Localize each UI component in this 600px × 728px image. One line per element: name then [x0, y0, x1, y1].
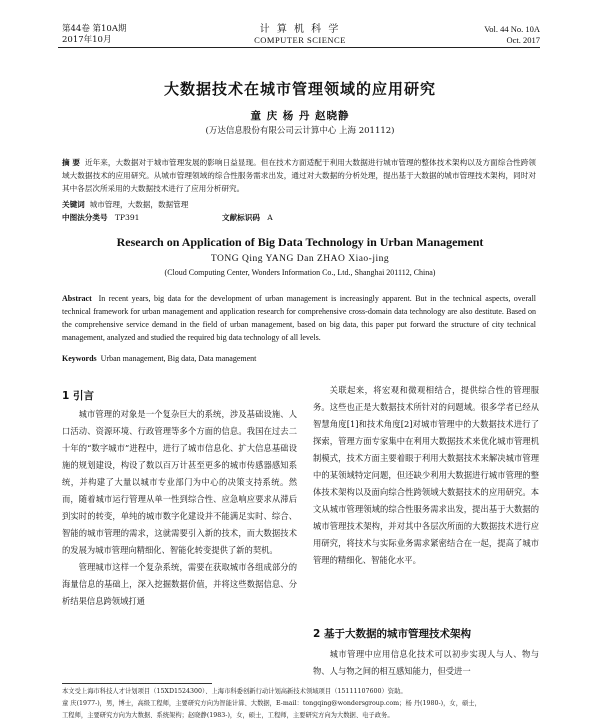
footnotes [62, 686, 542, 722]
abstract-en-text: In recent years, big data for the development of urban management is increasingly apparent. But in the technical aspects, overall technical framework for urban management and application research for comprehensive cross-domain data technology are also destitute. Based on the comprehensive service demand in the field of urban management, based on big data, this paper put forward the structure of city technical management, analyzed and studied the required big data technology of all levels. [62, 294, 537, 342]
footnote-author-bio-1: 童 庆(1977-)，男，博士，高级工程师，主要研究方向为智能计算、大数据，E-mail：tongqing@wondersgroup.com；杨 丹(1980-)，女，硕士， [62, 700, 481, 707]
footnote-author-bio-2: 工程师，主要研究方向为大数据、系统架构；赵晓静(1983-)，女，硕士，工程师，主要研究方向为大数据、电子政务。 [62, 712, 394, 719]
paper-title-cn: 大数据技术在城市管理领域的应用研究 [163, 80, 436, 98]
abstract-cn-label: 摘 要 [62, 158, 80, 167]
section-1-paragraph-2: 管理城市这样一个复杂系统，需要在获取城市各组成部分的海量信息的基础上，深入挖掘数据价值，并将这些数据信息、分析结果信息跨领域打通 [62, 562, 297, 606]
volume-issue-cn: 第44卷 第10A期 [62, 24, 127, 34]
date-en: Oct. 2017 [506, 35, 540, 45]
journal-name-en: COMPUTER SCIENCE [254, 35, 346, 45]
doc-code-label: 文献标识码 [222, 213, 260, 222]
clc-label: 中图法分类号 [62, 213, 108, 222]
affiliation-en: (Cloud Computing Center, Wonders Information Co., Ltd., Shanghai 201112, China) [164, 268, 436, 277]
abstract-cn-text: 近年来，大数据对于城市管理发展的影响日益显现。但在技术方面适配于利用大数据进行城市管理的整体技术架构以及方面综合性跨领域大数据技术的应用研究。从城市管理领域的综合性服务需求出发，通过对大数据的分析处理，提出基于大数据的城市管理技术架构，同时对其中各层次所采用的大数据技术进行了应用分析研究。 [62, 158, 536, 193]
section-2-heading: 2 基于大数据的城市管理技术架构 [313, 628, 471, 640]
right-column-bottom [313, 646, 539, 680]
section-1-paragraph-1: 城市管理的对象是一个复杂巨大的系统，涉及基础设施、人口活动、资源环境、行政管理等多个方面的信息。我国在过去二十年的“数字城市”进程中，进行了城市信息化、扩大信息基础设施的规划建设，构设了数以百万计甚至更多的城市传感器感知系统，并构建了大量以城市专业部门为中心的决策支持系统。然而，随着城市运行管理从单一性到综合性、应急响应要求从滞后到实时的转变，单纯的城市数字化建设并不能满足实时、综合、智能的城市管理的需求，这就需要引入新的技术，而大数据技术的发展为城市管理向精细化、智能化转变提供了新的契机。 [62, 409, 297, 555]
keywords-cn [62, 199, 188, 210]
volume-issue-en: Vol. 44 No. 10A [484, 24, 540, 34]
footnote-funding: 本文受上海市科技人才计划项目（15XD1524300）、上海市科委创新行动计划高新技术领域项目（15111107600）资助。 [62, 688, 407, 695]
keywords-en [62, 354, 256, 363]
keywords-cn-text: 城市管理，大数据，数据管理 [89, 200, 189, 209]
abstract-cn [62, 156, 536, 195]
right-column-paragraph-2: 城市管理中应用信息化技术可以初步实现人与人、物与物、人与物之间的相互感知能力，但受进一 [313, 649, 539, 676]
affiliation-cn: (万达信息股份有限公司云计算中心 上海 201112) [205, 126, 395, 136]
clc-value: TP391 [114, 213, 140, 222]
doc-code-value: A [267, 213, 273, 222]
keywords-cn-label: 关键词 [62, 200, 85, 209]
abstract-en-label: Abstract [62, 294, 92, 303]
abstract-en [62, 292, 536, 344]
keywords-en-text: Urban management, Big data, Data management [100, 354, 257, 363]
section-1-heading: 1 引言 [62, 390, 94, 402]
classification-number [62, 212, 139, 223]
date-cn: 2017年10月 [62, 35, 112, 45]
header-rule [58, 47, 540, 48]
authors-cn: 童 庆 杨 丹 赵晓静 [250, 110, 350, 122]
left-column [62, 406, 297, 610]
footnote-rule [62, 683, 212, 684]
right-column-paragraph-1: 关联起来，将宏观和微观相结合，提供综合性的管理服务。这些也正是大数据技术所针对的问题域。很多学者已经从智慧角度[1]和技术角度[2]对城市管理中的大数据技术进行了探索，管理方面专家集中在利用大数据技术来优化城市管理机制模式，技术方面主要着眼于利用大数据技术来解决城市管理中的某领域特定问题，但还缺少利用大数据进行城市管理的整体技术架构以及面向综合性跨领域大数据技术的应用研究。本文从城市管理领域的综合性服务需求出发，提出基于大数据的城市管理技术架构，并对其中各层次所面的大数据技术进行应用研究，将技术与实际业务需求紧密结合在一起，提高了城市管理的精细化、智能化水平。 [313, 385, 539, 565]
authors-en: TONG Qing YANG Dan ZHAO Xiao-jing [210, 254, 390, 264]
journal-name-cn: 计 算 机 科 学 [259, 24, 341, 35]
document-code [222, 212, 273, 223]
paper-title-en: Research on Application of Big Data Technology in Urban Management [116, 235, 484, 249]
right-column-top [313, 382, 539, 569]
keywords-en-label: Keywords [62, 354, 97, 363]
